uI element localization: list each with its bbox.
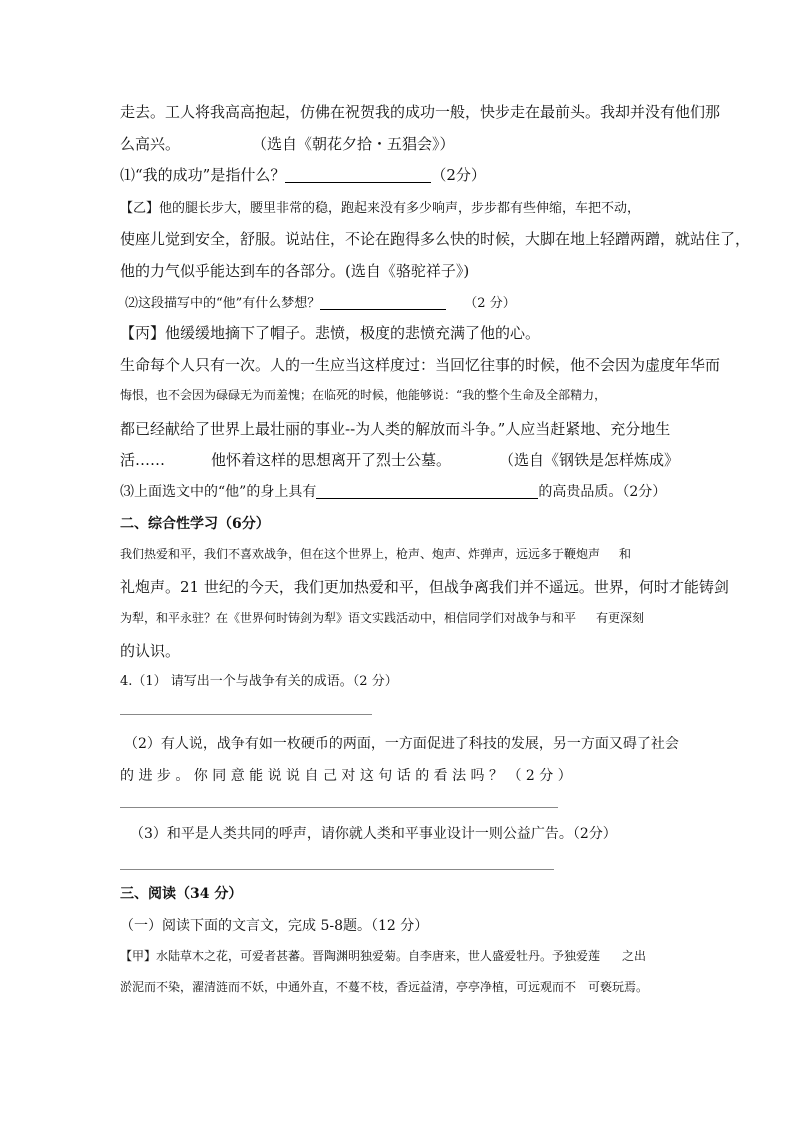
subsection-heading: （一）阅读下面的文言文，完成 5-8题。（12 分） [120,918,429,934]
text-fragment: 淤泥而不染，濯清涟而不妖，中通外直，不蔓不枝，香远益清，亭亭净植，可远观而不 [120,980,577,994]
text-fragment: 可亵玩焉。 [588,980,649,994]
score-text: 的高贵品质。（2分） [538,484,667,500]
source-citation: （选自《朝花夕拾・五猖会》） [252,135,455,153]
question-text: ⑵这段描写中的“他”有什么梦想？ [125,296,321,311]
question-text: ⑴“我的成功”是指什么？ [120,166,286,184]
text-line: 都已经献给了世界上最壮丽的事业--为人类的解放而斗争。”人应当赶紧地、充分地生 [120,420,671,438]
text-line: 【丙】他缓缓地摘下了帽子。悲愤，极度的悲愤充满了他的心。 [120,324,541,342]
section-heading: 二、综合性学习（6分） [120,516,270,532]
text-line [120,609,644,626]
text-fragment: 之出 [622,949,647,963]
text-fragment: 为犁，和平永驻？在《世界何时铸剑为犁》语文实践活动中，相信同学们对战争与和平 [120,611,577,625]
score-text: （2分） [431,166,486,184]
text-line: 礼炮声。21 世纪的今天，我们更加热爱和平，但战争离我们并不遥远。世界，何时才能铸剑 [120,578,729,596]
answer-line[interactable] [120,869,554,870]
answer-blank[interactable] [285,167,431,183]
question-3 [120,481,666,501]
text-line: 【乙】他的腿长步大，腰里非常的稳，跑起来没有多少响声，步步都有些伸缩，车把不动， [120,201,641,216]
question-4-2: （2）有人说，战争有如一枚硬币的两面，一方面促进了科技的发展，另一方面又碍了社会 [124,736,679,752]
text-fragment: 么高兴。 [120,135,181,153]
answer-blank[interactable] [320,294,446,310]
text-line [120,978,648,995]
text-line: 生命每个人只有一次。人的一生应当这样度过：当回忆往事的时候，他不会因为虚度年华而 [120,356,721,374]
source-citation: （选自《钢铁是怎样炼成》 [499,451,680,469]
question-1 [120,164,486,185]
text-line [120,545,631,562]
question-4-3: （3）和平是人类共同的呼声，请你就人类和平事业设计一则公益广告。（2分） [130,826,617,842]
text-fragment: 他怀着这样的思想离开了烈士公墓。 [211,451,452,469]
text-line: 他的力气似乎能达到车的各部分。(选自《骆驼祥子》) [120,262,470,280]
text-line: 走去。工人将我高高抱起，仿佛在祝贺我的成功一般，快步走在最前头。我却并没有他们那 [120,103,721,121]
question-4-1: 4.（1） 请写出一个与战争有关的成语。（2 分） [120,674,398,689]
answer-blank[interactable] [316,483,538,499]
text-fragment: 有更深刻 [596,611,645,625]
text-line: 的认识。 [120,642,181,660]
text-fragment: 活…… [120,451,166,469]
score-text: （2 分） [464,296,516,311]
text-line [120,449,679,470]
question-text: ⑶上面选文中的“他”的身上具有 [120,484,317,500]
text-line: 悔恨，也不会因为碌碌无为而羞愧；在临死的时候，他能够说：“我的整个生命及全部精力， [120,388,607,402]
text-fragment: 我们热爱和平，我们不喜欢战争，但在这个世界上，枪声、炮声、炸弹声，远远多于鞭炮声 [120,547,601,561]
text-line: 使座儿觉到安全，舒服。说站住，不论在跑得多么快的时候，大脚在地上轻蹭两蹭，就站住了， [120,230,751,248]
question-4-2: 的 进 步 。 你 同 意 能 说 说 自 己 对 这 句 话 的 看 法 吗 ？ （ 2 分 ） [120,768,572,784]
text-line [120,133,455,154]
text-line [120,947,646,964]
text-fragment: 【甲】水陆草木之花，可爱者甚蕃。晋陶渊明独爱菊。自李唐来，世人盛爱牡丹。予独爱莲 [120,949,601,963]
text-fragment: 和 [619,547,632,561]
section-heading: 三、阅读（34 分） [120,886,243,902]
answer-line[interactable] [120,807,558,808]
question-2 [125,292,516,311]
answer-line[interactable] [120,714,372,715]
